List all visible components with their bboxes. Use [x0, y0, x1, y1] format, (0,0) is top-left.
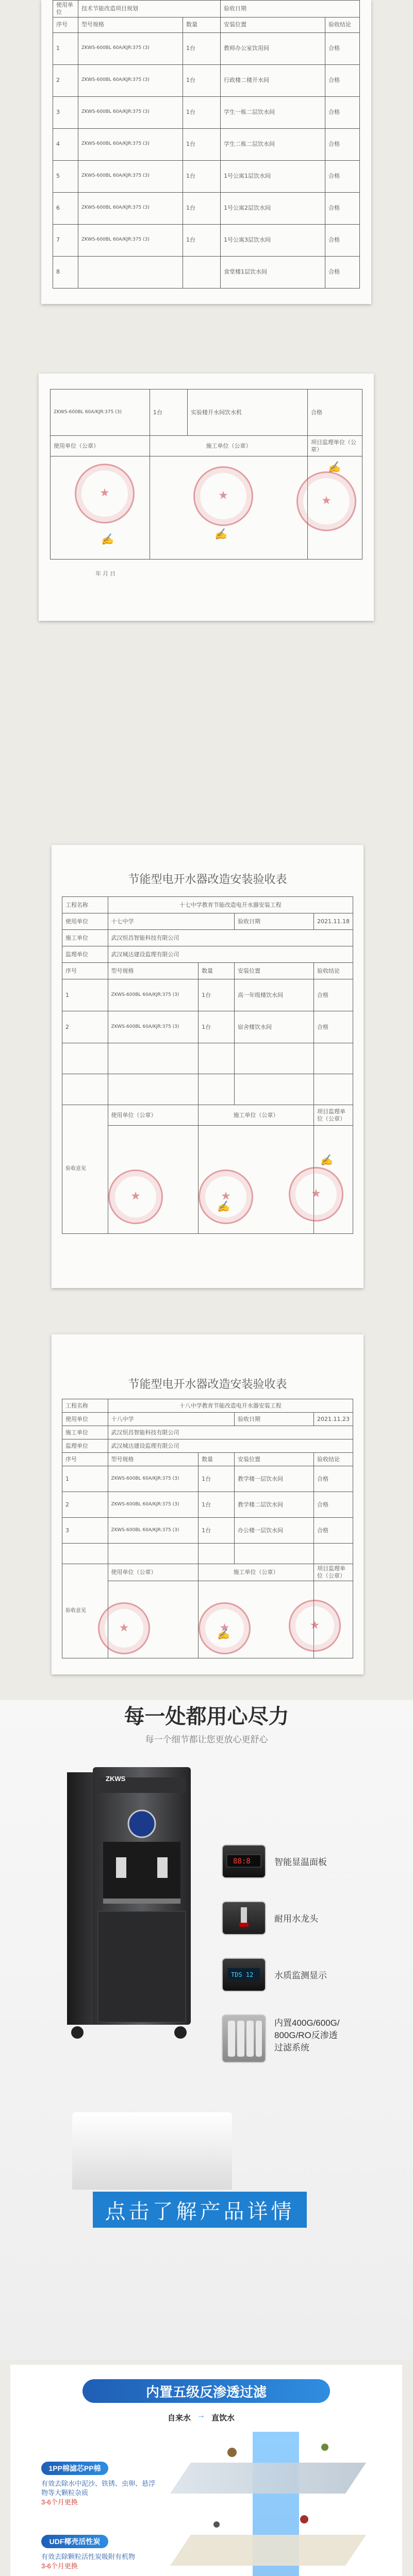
table-row	[53, 192, 360, 224]
row-place: 1号公寓3层饮水间	[221, 224, 325, 256]
doc1-header-cell: 验收日期	[221, 1, 360, 18]
handwritten-signature: ✍	[319, 1153, 334, 1167]
sign-label: 施工单位（公章）	[199, 1105, 314, 1126]
handwritten-signature: ✍	[213, 527, 228, 541]
header-value: 十八中学教育节能改造电开水器安装工程	[108, 1399, 353, 1413]
header-label: 监理单位	[62, 946, 108, 963]
header-label: 施工单位	[62, 1426, 108, 1439]
row-result: 合格	[314, 979, 353, 1011]
row-place: 学生一栋二层饮水间	[221, 96, 325, 128]
feature-label: 水质监测显示	[274, 1971, 327, 1980]
row-qty: 1台	[199, 979, 235, 1011]
water-dispenser-image	[62, 1767, 196, 2045]
table-row	[62, 979, 353, 1011]
ro-filter-icon	[222, 2014, 266, 2063]
row-qty: 1台	[183, 160, 221, 192]
row-result: 合格	[314, 1518, 353, 1544]
row-model: ZKWS-600BL 60A/KJR:375 (3)	[51, 389, 150, 436]
official-stamp	[193, 466, 253, 526]
row-model: ZKWS-600BL 60A/KJR:375 (3)	[108, 1492, 199, 1518]
header-label: 工程名称	[62, 897, 108, 913]
official-stamp	[98, 1602, 150, 1654]
row-qty: 1台	[183, 128, 221, 160]
feature-label: 耐用水龙头	[274, 1914, 318, 1924]
header-value: 十七中学	[108, 913, 234, 930]
header-label: 使用单位	[62, 1413, 108, 1426]
filter-layers-image	[170, 2432, 387, 2576]
row-model: ZKWS-600BL 60A/KJR:375 (3)	[108, 1518, 199, 1544]
feature-label: 内置400G/600G/ 800G/RO反渗透 过滤系统	[274, 2018, 340, 2053]
row-qty: 1台	[199, 1011, 235, 1043]
col-header: 序号	[62, 963, 108, 979]
row-place: 食堂楼1层饮水间	[221, 256, 325, 288]
stage-life-text: 3-6个月更换	[41, 2498, 78, 2506]
row-no: 6	[53, 192, 78, 224]
row-qty: 1台	[183, 96, 221, 128]
handwritten-signature: ✍	[216, 1199, 230, 1214]
col-header: 安装位置	[234, 1453, 313, 1466]
doc1-col-header: 数量	[183, 17, 221, 32]
doc1-header-cell: 技术节能改造项目规划	[78, 1, 221, 18]
brand-logo: ZKWS	[106, 1775, 126, 1783]
stage-desc-text: 有效去除水中泥沙、铁锈、虫卵、悬浮物等大颗粒杂质	[41, 2480, 156, 2497]
water-quality-icon	[222, 1958, 266, 1992]
row-model: ZKWS-600BL 60A/KJR:375 (3)	[108, 1011, 199, 1043]
sign-label: 使用单位（公章）	[108, 1564, 199, 1581]
doc1-col-header: 序号	[53, 17, 78, 32]
row-qty: 1台	[183, 192, 221, 224]
product-subline: 每一个细节都让您更放心更舒心	[145, 1735, 268, 1744]
row-model: ZKWS-600BL 60A/KJR:375 (3)	[78, 64, 183, 96]
product-headline: 每一处都用心尽力	[124, 1705, 289, 1728]
official-stamp	[289, 1167, 343, 1222]
sign-label: 项目监理单位（公章）	[314, 1105, 353, 1126]
sign-label: 施工单位（公章）	[150, 436, 308, 456]
row-no: 3	[53, 96, 78, 128]
sign-label: 使用单位（公章）	[108, 1105, 199, 1126]
filter-stage-desc	[41, 2479, 160, 2507]
row-model	[78, 256, 183, 288]
table-row	[53, 96, 360, 128]
side-label: 验收意见	[62, 1105, 108, 1234]
row-no: 4	[53, 128, 78, 160]
official-stamp	[296, 471, 356, 531]
row-result: 合格	[325, 64, 360, 96]
header-label: 施工单位	[62, 930, 108, 946]
table-row	[51, 389, 362, 436]
row-place: 学生二栋二层饮水间	[221, 128, 325, 160]
table-row	[53, 256, 360, 288]
row-no: 5	[53, 160, 78, 192]
row-model: ZKWS-600BL 60A/KJR:375 (3)	[78, 160, 183, 192]
col-header: 型号规格	[108, 1453, 199, 1466]
row-qty: 1台	[183, 224, 221, 256]
flow-from-label: 自来水	[168, 2414, 191, 2422]
row-place: 教学楼一层饮水间	[234, 1466, 313, 1492]
flow-to-label: 直饮水	[211, 2414, 235, 2422]
row-model: ZKWS-600BL 60A/KJR:375 (3)	[78, 32, 183, 64]
row-model: ZKWS-600BL 60A/KJR:375 (3)	[78, 224, 183, 256]
table-row	[53, 224, 360, 256]
table-row	[62, 1466, 353, 1492]
row-place: 高一年级楼饮水间	[234, 979, 313, 1011]
row-result: 合格	[325, 128, 360, 160]
col-header: 安装位置	[234, 963, 313, 979]
row-result: 合格	[325, 32, 360, 64]
table-row	[53, 32, 360, 64]
sign-date: 年 月 日	[95, 571, 116, 577]
row-result: 合格	[325, 192, 360, 224]
row-qty: 1台	[199, 1518, 235, 1544]
doc-sheet-2	[39, 374, 374, 621]
col-header: 验收结论	[314, 963, 353, 979]
header-label: 工程名称	[62, 1399, 108, 1413]
doc1-col-header: 验收结论	[325, 17, 360, 32]
svg-text:TDS 12: TDS 12	[231, 1971, 254, 1978]
col-header: 序号	[62, 1453, 108, 1466]
filter-stage-tag: UDF椰壳活性炭	[41, 2535, 108, 2548]
header-value: 2021.11.23	[314, 1413, 353, 1426]
row-result: 合格	[325, 160, 360, 192]
faucet-icon	[222, 1901, 266, 1935]
view-product-details-button[interactable]: 点击了解产品详情	[93, 2192, 307, 2228]
handwritten-signature: ✍	[100, 532, 114, 547]
row-no: 1	[62, 979, 108, 1011]
water-dispenser-icon	[62, 1767, 196, 2045]
row-result: 合格	[325, 256, 360, 288]
display-panel-icon	[222, 1844, 266, 1878]
doc4-title: 节能型电开水器改造安装验收表	[128, 1378, 287, 1391]
row-model: ZKWS-600BL 60A/KJR:375 (3)	[108, 1466, 199, 1492]
row-place: 1号公寓1层饮水间	[221, 160, 325, 192]
row-qty	[183, 256, 221, 288]
header-label: 监理单位	[62, 1439, 108, 1453]
row-result: 合格	[314, 1011, 353, 1043]
row-result: 合格	[308, 389, 362, 436]
row-place: 办公楼一层饮水间	[234, 1518, 313, 1544]
filter-title: 内置五级反渗透过滤	[82, 2379, 330, 2403]
row-place: 宿舍楼饮水间	[234, 1011, 313, 1043]
sign-label: 项目监理单位（公章）	[308, 436, 362, 456]
header-label: 使用单位	[62, 913, 108, 930]
col-header: 数量	[199, 1453, 235, 1466]
table-row	[53, 160, 360, 192]
row-model: ZKWS-600BL 60A/KJR:375 (3)	[78, 128, 183, 160]
row-no: 1	[53, 32, 78, 64]
sign-label: 施工单位（公章）	[199, 1564, 314, 1581]
row-place: 实验楼开水间饮水机	[188, 389, 308, 436]
row-model: ZKWS-600BL 60A/KJR:375 (3)	[78, 192, 183, 224]
header-value: 武汉城达建设监理有限公司	[108, 1439, 353, 1453]
doc1-col-header: 安装位置	[221, 17, 325, 32]
doc3-title: 节能型电开水器改造安装验收表	[128, 873, 287, 886]
doc-sheet-4	[52, 1334, 364, 1674]
row-qty: 1台	[199, 1466, 235, 1492]
product-showcase	[0, 1700, 413, 2360]
row-model: ZKWS-600BL 60A/KJR:375 (3)	[78, 96, 183, 128]
row-qty: 1台	[183, 64, 221, 96]
col-header: 数量	[199, 963, 235, 979]
row-no: 2	[62, 1011, 108, 1043]
official-stamp	[199, 1170, 253, 1224]
row-no: 3	[62, 1518, 108, 1544]
doc-sheet-3	[52, 845, 364, 1288]
sign-label: 使用单位（公章）	[51, 436, 150, 456]
svg-text:88:8: 88:8	[233, 1857, 251, 1866]
filtration-panel	[10, 2365, 402, 2576]
header-value: 武汉恒昌智能科技有限公司	[108, 1426, 353, 1439]
filter-stage-desc	[41, 2552, 160, 2571]
row-no: 2	[53, 64, 78, 96]
doc1-header-cell: 使用单位	[53, 1, 78, 18]
header-value: 2021.11.18	[314, 913, 353, 930]
handwritten-signature: ✍	[216, 1627, 230, 1641]
official-stamp	[289, 1600, 341, 1652]
stage-life-text: 3-6个月更换	[41, 2562, 78, 2570]
filter-stage-tag: 1PP棉滤芯PP棉	[41, 2462, 108, 2475]
handwritten-signature: ✍	[326, 460, 341, 474]
side-label: 验收意见	[62, 1564, 108, 1658]
row-qty: 1台	[183, 32, 221, 64]
row-qty: 1台	[199, 1492, 235, 1518]
official-stamp	[108, 1170, 163, 1224]
doc1-table	[53, 0, 360, 289]
row-place: 1号公寓2层饮水间	[221, 192, 325, 224]
table-row	[53, 64, 360, 96]
doc1-col-header: 型号规格	[78, 17, 183, 32]
col-header: 验收结论	[314, 1453, 353, 1466]
row-model: ZKWS-600BL 60A/KJR:375 (3)	[108, 979, 199, 1011]
flow-arrow-icon: →	[197, 2411, 205, 2420]
row-no: 7	[53, 224, 78, 256]
display-pedestal	[72, 2112, 232, 2190]
header-value: 十七中学教育节能改造电开水器安装工程	[108, 897, 353, 913]
header-value: 十八中学	[108, 1413, 234, 1426]
row-result: 合格	[314, 1492, 353, 1518]
header-label: 验收日期	[234, 1413, 313, 1426]
table-row	[62, 1011, 353, 1043]
header-value: 武汉恒昌智能科技有限公司	[108, 930, 353, 946]
row-qty: 1台	[150, 389, 188, 436]
col-header: 型号规格	[108, 963, 199, 979]
doc-sheet-1	[41, 0, 371, 304]
row-result: 合格	[325, 96, 360, 128]
table-row	[62, 1518, 353, 1544]
header-label: 验收日期	[234, 913, 313, 930]
header-value: 武汉城达建设监理有限公司	[108, 946, 353, 963]
row-result: 合格	[325, 224, 360, 256]
sign-label: 项目监理单位（公章）	[314, 1564, 353, 1581]
row-place: 行政楼二楼开水间	[221, 64, 325, 96]
feature-label: 智能显温面板	[274, 1857, 327, 1867]
stage-desc-text: 有效去除颗粒活性炭吸附有机物	[41, 2553, 136, 2561]
row-no: 1	[62, 1466, 108, 1492]
table-row	[53, 128, 360, 160]
table-row	[62, 1492, 353, 1518]
row-no: 2	[62, 1492, 108, 1518]
official-stamp	[75, 464, 135, 523]
row-no: 8	[53, 256, 78, 288]
row-place: 教学楼二层饮水间	[234, 1492, 313, 1518]
row-place: 教师办公室饮用间	[221, 32, 325, 64]
row-result: 合格	[314, 1466, 353, 1492]
